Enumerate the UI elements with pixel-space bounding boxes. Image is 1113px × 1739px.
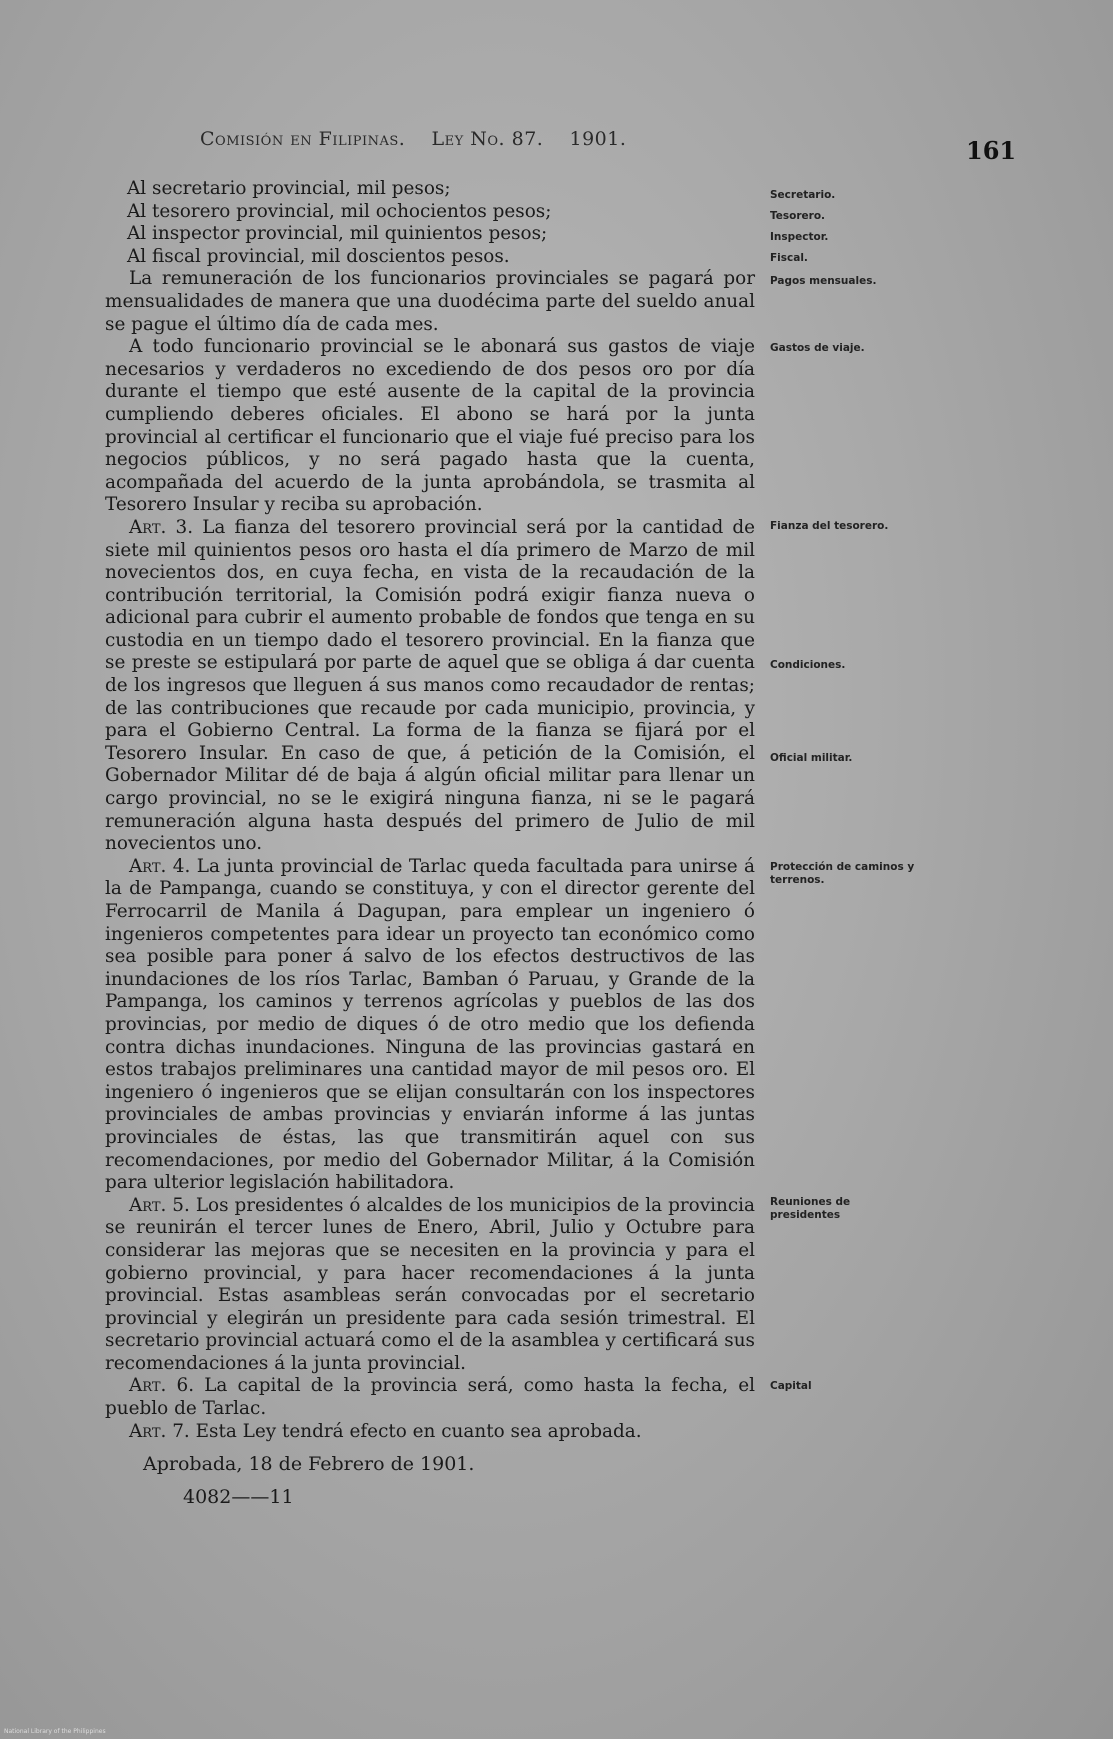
margin-note-fianza: Fianza del tesorero.: [770, 520, 889, 532]
salary-item-secretario: Al secretario provincial, mil pesos;: [127, 178, 451, 199]
header-law: Ley No. 87.: [431, 128, 544, 150]
running-header: [200, 128, 626, 150]
margin-note-reuniones: Reuniones de presidentes: [770, 1196, 851, 1221]
salary-item-inspector: Al inspector provincial, mil quinientos pesos;: [127, 223, 548, 245]
margin-note-proteccion: Protección de caminos y terrenos.: [770, 861, 915, 886]
article-label: Art. 3.: [129, 516, 194, 538]
article-label: Art. 6.: [129, 1375, 195, 1397]
salary-item-fiscal: Al fiscal provincial, mil doscientos pesos.: [127, 245, 510, 267]
paragraph-remuneracion: La remuneración de los funcionarios provinciales se pagará por mensualidades de manera que una duodécima parte del sueldo anual se pague el último día de cada mes.: [105, 268, 755, 335]
footer-watermark: National Library of the Philippines: [4, 1728, 106, 1735]
article-text: Los presidentes ó alcaldes de los municipios de la provincia se reunirán el tercer lunes de Enero, Abril, Julio y Octubre para considerar las mejoras que se necesiten en la provincia y para el gobierno provincial, y para hacer recomendaciones á la junta provincial. Estas asambleas serán convocadas por el secretario provincial y elegirán un presidente para cada sesión trimestral. El secretario provincial actuará como el de la asamblea y certificará sus recomendaciones á la junta provincial.: [105, 1194, 755, 1374]
article-5: [105, 1195, 755, 1376]
header-year: 1901.: [569, 128, 627, 150]
article-text: La fianza del tesorero provincial será por la cantidad de siete mil quinientos pesos oro hasta el día primero de Marzo de mil novecientos dos, en cuya fecha, en vista de la recaudación de la contribución territorial, la Comisión podrá exigir fianza nueva o adicional para cubrir el aumento probable de fondos que tenga en su custodia en un tiempo dado el tesorero provincial. En la fianza que se preste se estipulará por parte de aquel que se obliga á dar cuenta de los ingresos que lleguen á sus manos como recaudador de rentas; de las contribuciones que recaude por cada municipio, provincia, y para el Gobierno Central. La forma de la fianza se fijará por el Tesorero Insular. En caso de que, á petición de la Comisión, el Gobernador Militar dé de baja á algún oficial militar para llenar un cargo provincial, no se le exigirá ninguna fianza, ni se le pagará remuneración alguna hasta después del primero de Julio de mil novecientos uno.: [105, 516, 756, 855]
article-7: [105, 1421, 755, 1444]
article-text: Esta Ley tendrá efecto en cuanto sea aprobada.: [195, 1420, 642, 1442]
print-code: 4082——11: [183, 1485, 294, 1508]
salary-item-tesorero: Al tesorero provincial, mil ochocientos pesos;: [127, 200, 552, 222]
article-label: Art. 4.: [129, 855, 191, 877]
margin-note-capital: Capital: [770, 1380, 812, 1392]
article-4: [105, 856, 755, 1195]
margin-note-condiciones: Condiciones.: [770, 659, 846, 671]
article-3: [105, 517, 755, 856]
page-number: 161: [966, 136, 1017, 165]
body-text: [105, 178, 755, 1508]
paragraph-gastos: A todo funcionario provincial se le abonará sus gastos de viaje necesarios y verdaderos no excediendo de dos pesos oro por día durante el tiempo que esté ausente de la capital de la provincia cumpliendo deberes oficiales. El abono se hará por la junta provincial al certificar el funcionario que el viaje fué preciso para los negocios públicos, y no será pagado hasta que la cuenta, acompañada del acuerdo de la junta aprobándola, se trasmita al Tesorero Insular y reciba su aprobación.: [105, 336, 755, 516]
approval-date: Aprobada, 18 de Febrero de 1901.: [143, 1453, 475, 1476]
article-6: [105, 1375, 755, 1420]
margin-note-oficial: Oficial militar.: [770, 752, 853, 764]
header-title: Comisión en Filipinas.: [200, 128, 406, 150]
article-label: Art. 7.: [129, 1420, 190, 1442]
margin-note-tesorero: Tesorero.: [770, 210, 826, 222]
margin-note-fiscal: Fiscal.: [770, 252, 808, 264]
margin-note-inspector: Inspector.: [770, 231, 829, 243]
article-label: Art. 5.: [129, 1194, 190, 1216]
margin-note-secretario: Secretario.: [770, 189, 836, 201]
article-text: La capital de la provincia será, como hasta la fecha, el pueblo de Tarlac.: [105, 1375, 755, 1420]
margin-note-gastos: Gastos de viaje.: [770, 342, 865, 354]
margin-note-pagos: Pagos mensuales.: [770, 275, 877, 287]
article-text: La junta provincial de Tarlac queda facultada para unirse á la de Pampanga, cuando se constituya, y con el director gerente del Ferrocarril de Manila á Dagupan, para emplear un ingeniero ó ingenieros competentes para idear un proyecto tan económico como sea posible para poner á salvo de los efectos destructivos de las inundaciones de los ríos Tarlac, Bamban ó Paruau, y Grande de la Pampanga, los caminos y terrenos agrícolas y pueblos de las dos provincias, por medio de diques ó de otro medio que los defienda contra dichas inundaciones. Ninguna de las provincias gastará en estos trabajos preliminares una cantidad mayor de mil pesos oro. El ingeniero ó ingenieros que se elijan consultarán con los inspectores provinciales de ambas provincias y enviarán informe á las juntas provinciales de éstas, las que transmitirán aquel con sus recomendaciones, por medio del Gobernador Militar, á la Comisión para ulterior legislación habilitadora.: [105, 855, 755, 1194]
